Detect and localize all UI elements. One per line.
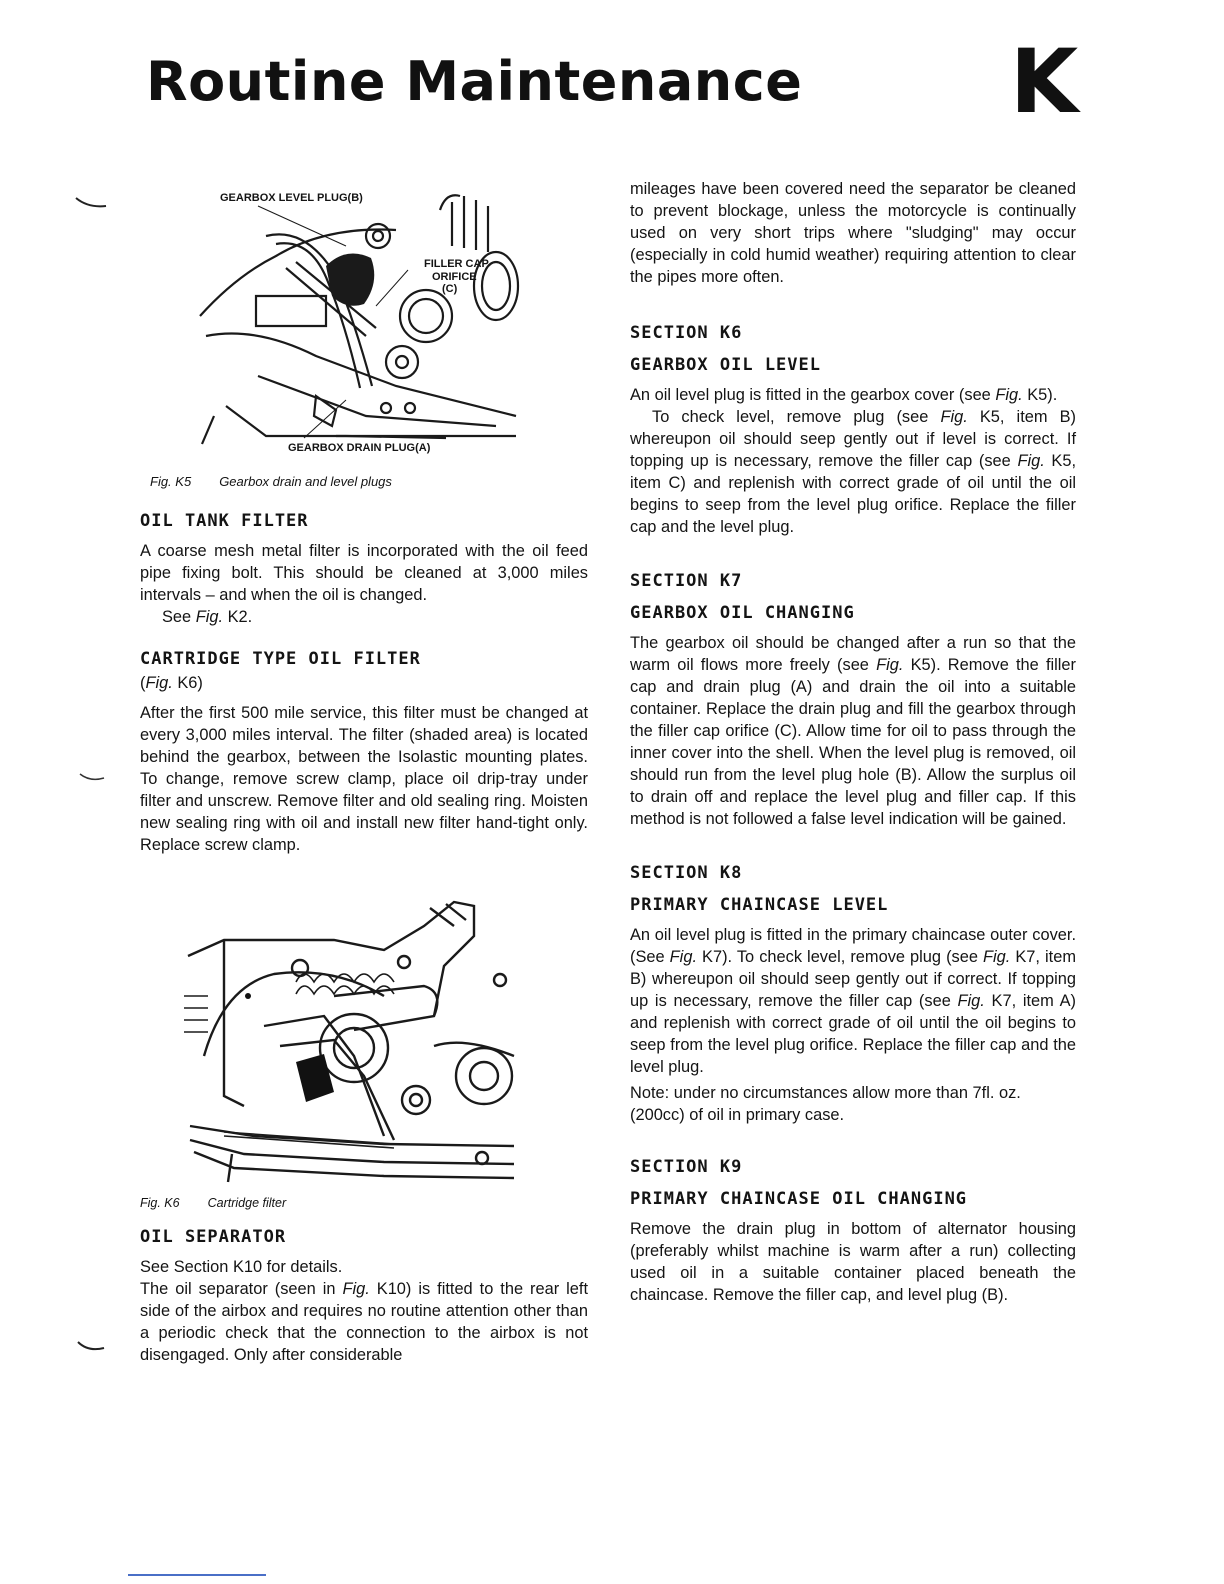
cartridge-filter-section [140,648,588,856]
oil-separator-line1: See Section K10 for details. [140,1258,343,1276]
section-k8-body: An oil level plug is fitted in the primary chaincase outer cover. (See Fig. K7). To check level, remove plug (see Fig. K7, item B) whereupon oil should seep gently out if correct. If topping up is necessary, remove the filler cap (see Fig. K7, item A) and replenish with correct grade of oil until the oil begins to seep from the level plug orifice. Replace the filler cap and the level plug. [630,926,1076,1076]
section-k7-body: The gearbox oil should be changed after a run so that the warm oil flows more freely (see Fig. K5). Remove the filler cap and drain plug (A) and drain the oil into a suitable container. Replace the drain plug and fill the gearbox through the filler cap orifice (C). Allow time for oil to pass through the inner cover into the shell. When the level plug is removed, oil should run from the level plug hole (B). Allow the surplus oil to drain off and replace the level plug and filler cap. If this method is not followed a false level indication will be gained. [630,634,1076,828]
margin-mark [76,1340,106,1354]
caption-text: Gearbox drain and level plugs [219,474,392,489]
section-k6-p1: An oil level plug is fitted in the gearbox cover (see Fig. K5). [630,386,1058,404]
oil-separator-section [140,1226,588,1366]
section-k9-heading: PRIMARY CHAINCASE OIL CHANGING [630,1189,968,1209]
gearbox-illustration [196,186,532,466]
figure-k5 [196,186,532,466]
left-column-upper [140,510,588,876]
caption-number: Fig. K5 [150,474,192,489]
section-k6-p2: To check level, remove plug (see Fig. K5, item B) whereupon oil should seep gently out if level is correct. If topping up is necessary, remove the filler cap (see Fig. K5, item C) and replenish with correct grade of oil until the oil begins to seep from the level plug orifice. Replace the filler cap and the level plug. [630,408,1077,536]
section-k6-heading: GEARBOX OIL LEVEL [630,355,821,375]
section-k7-heading: GEARBOX OIL CHANGING [630,603,855,623]
figure-k6 [184,896,524,1186]
section-k7-label: SECTION K7 [630,571,743,591]
oil-separator-continuation: mileages have been covered need the separator be cleaned to prevent blockage, unless the motorcycle is continually used on very short trips where "sludging" may occur (especially in cold humid weather) requiring attention to clear the pipes more often. [630,180,1076,286]
section-k8-heading: PRIMARY CHAINCASE LEVEL [630,895,889,915]
margin-mark [74,196,108,210]
page-title: Routine Maintenance [146,50,803,113]
margin-mark [78,772,106,784]
left-column-lower [140,1226,588,1366]
label-filler-cap: FILLER CAP [424,258,489,270]
oil-tank-filter-body: A coarse mesh metal filter is incorporated with the oil feed pipe fixing bolt. This should be cleaned at 3,000 miles intervals – and when the oil is changed. [140,542,588,604]
caption-text: Cartridge filter [207,1196,287,1210]
label-gearbox-level-plug: GEARBOX LEVEL PLUG(B) [220,192,363,204]
oil-separator-body: The oil separator (seen in Fig. K10) is fitted to the rear left side of the airbox and requires no routine attention other than a periodic check that the connection to the airbox is not disengaged. Only after considerable [140,1280,588,1364]
cartridge-filter-body: After the first 500 mile service, this filter must be changed at every 3,000 miles interval. The filter (shaded area) is located behind the gearbox, between the Isolastic mounting plates. To change, remove screw clamp, place oil drip-tray under filter and unscrew. Remove filter and old sealing ring. Moisten new sealing ring with oil and install new filter hand-tight only. Replace screw clamp. [140,704,588,854]
section-k8-label: SECTION K8 [630,863,743,883]
oil-tank-filter-see: See Fig. K2. [162,608,253,626]
figure-k6-caption [140,1196,286,1210]
caption-number: Fig. K6 [140,1196,180,1210]
section-k9-label: SECTION K9 [630,1157,743,1177]
section-k8-note: Note: under no circumstances allow more than 7fl. oz. (200cc) of oil in primary case. [630,1084,1021,1124]
section-k7 [630,570,1076,830]
cartridge-filter-heading: CARTRIDGE TYPE OIL FILTER [140,649,421,669]
oil-tank-filter-section [140,510,588,628]
section-letter: K [1010,30,1079,133]
section-k9-body: Remove the drain plug in bottom of alternator housing (preferably whilst machine is warm after a run) collecting used oil in a suitable container placed beneath the chaincase. Remove the filler cap, and level plug (B). [630,1220,1076,1304]
section-k6-label: SECTION K6 [630,323,743,343]
cartridge-filter-fig-ref: (Fig. K6) [140,674,203,692]
label-filler-cap-c: (C) [442,283,458,295]
section-k8 [630,862,1076,1126]
oil-tank-filter-heading: OIL TANK FILTER [140,511,309,531]
section-k6 [630,322,1076,538]
oil-separator-heading: OIL SEPARATOR [140,1227,287,1247]
right-column [630,178,1076,1306]
bottom-rule [128,1574,266,1576]
section-k9 [630,1156,1076,1306]
cartridge-filter-illustration [184,896,524,1186]
figure-k5-caption [150,474,392,489]
label-gearbox-drain-plug: GEARBOX DRAIN PLUG(A) [288,442,431,454]
label-filler-cap-orifice: ORIFICE [432,271,477,283]
